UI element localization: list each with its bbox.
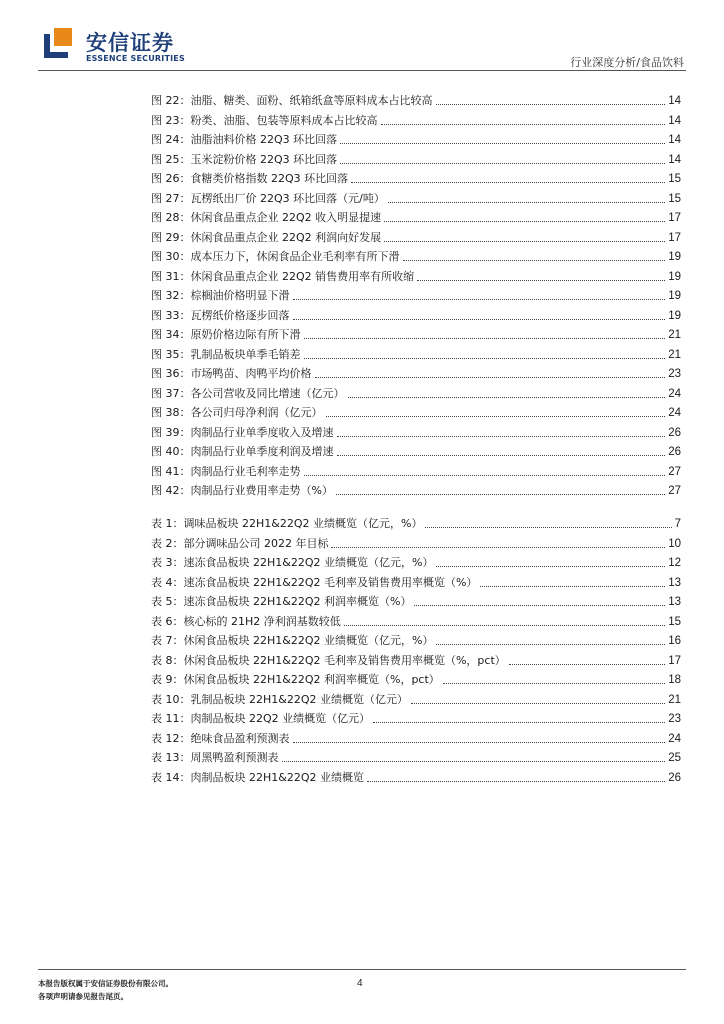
figure-entry[interactable]: [151, 363, 681, 381]
table-entry[interactable]: [151, 689, 681, 707]
table-entry-label: 表 9：休闲食品板块 22H1&22Q2 利润率概览（%，pct）: [151, 673, 440, 686]
table-entry-page: 23: [668, 713, 681, 725]
table-entry-label: 表 1：调味品板块 22H1&22Q2 业绩概览（亿元，%）: [151, 517, 423, 530]
figure-entry-page: 19: [668, 251, 681, 263]
table-entry-label: 表 2：部分调味品公司 2022 年目标: [151, 536, 329, 550]
table-entry-label: 表 5：速冻食品板块 22H1&22Q2 利润率概览（%）: [151, 595, 412, 608]
table-entry[interactable]: [151, 552, 681, 570]
dot-leader: [414, 605, 665, 606]
figure-entry[interactable]: [151, 324, 681, 342]
dot-leader: [344, 625, 665, 626]
table-entry-page: 7: [674, 518, 681, 530]
logo-english-name: ESSENCE SECURITIES: [86, 54, 185, 63]
figure-entry-label: 图 33：瓦楞纸价格逐步回落: [151, 308, 290, 322]
figure-entry-page: 26: [668, 446, 681, 458]
dot-leader: [425, 527, 671, 528]
table-entry[interactable]: [151, 767, 681, 785]
table-entry[interactable]: [151, 572, 681, 590]
figure-entry-label: 图 29：休闲食品重点企业 22Q2 利润向好发展: [151, 230, 382, 244]
figure-entry-page: 24: [668, 387, 681, 400]
figure-entry-page: 15: [668, 192, 681, 205]
table-entry-page: 16: [668, 635, 681, 647]
figure-entry-label: 图 40：肉制品行业单季度利润及增速: [151, 445, 334, 458]
figure-entry[interactable]: [151, 149, 681, 167]
figure-entry[interactable]: [151, 188, 681, 206]
table-entry-page: 25: [668, 752, 681, 764]
table-entry[interactable]: [151, 747, 681, 765]
dot-leader: [337, 436, 666, 437]
figure-entry[interactable]: [151, 441, 681, 459]
figure-entry-page: 27: [668, 485, 681, 497]
table-entry-label: 表 6：核心标的 21H2 净利润基数较低: [151, 614, 341, 628]
dot-leader: [384, 241, 665, 242]
figure-entry[interactable]: [151, 305, 681, 323]
figure-entry[interactable]: [151, 227, 681, 245]
table-entry[interactable]: [151, 708, 681, 726]
dot-leader: [304, 338, 666, 339]
figure-entry-page: 19: [668, 309, 681, 322]
table-entry-page: 24: [668, 732, 681, 745]
figure-entry[interactable]: [151, 383, 681, 401]
table-entry-label: 表 3：速冻食品板块 22H1&22Q2 业绩概览（亿元，%）: [151, 556, 434, 569]
table-entry-page: 12: [668, 557, 681, 569]
figure-entry-page: 14: [668, 114, 681, 127]
figure-entry-label: 图 35：乳制品板块单季毛销差: [151, 347, 301, 361]
table-entry-page: 21: [668, 693, 681, 706]
table-entry-page: 17: [668, 654, 681, 667]
figure-entry-label: 图 31：休闲食品重点企业 22Q2 销售费用率有所收缩: [151, 269, 415, 283]
dot-leader: [443, 683, 665, 684]
dot-leader: [326, 416, 666, 417]
dot-leader: [480, 586, 665, 587]
figure-entry-label: 图 39：肉制品行业单季度收入及增速: [151, 425, 334, 439]
table-entry-label: 表 4：速冻食品板块 22H1&22Q2 毛利率及销售费用率概览（%）: [151, 575, 478, 589]
footer-divider: [38, 969, 686, 970]
table-entry[interactable]: [151, 611, 681, 629]
table-entry[interactable]: [151, 669, 681, 687]
essence-logo-icon: [42, 26, 74, 60]
dot-leader: [403, 260, 666, 261]
figure-entry-page: 23: [668, 368, 681, 380]
figure-entry-page: 27: [668, 465, 681, 478]
dot-leader: [351, 182, 665, 183]
table-entry[interactable]: [151, 728, 681, 746]
figure-entry-label: 图 23：粉类、油脂、包装等原料成本占比较高: [151, 113, 378, 127]
table-entry-label: 表 14：肉制品板块 22H1&22Q2 业绩概览: [151, 770, 364, 784]
table-entry-label: 表 11：肉制品板块 22Q2 业绩概览（亿元）: [151, 712, 371, 725]
figure-entry[interactable]: [151, 90, 681, 108]
copyright-note: 本报告版权属于安信证券股份有限公司。: [38, 979, 173, 988]
table-entry-page: 13: [668, 576, 681, 589]
table-entry[interactable]: [151, 650, 681, 668]
figure-entry-page: 14: [668, 95, 681, 107]
figure-entry-page: 17: [668, 212, 681, 224]
figure-entry-label: 图 26：食糖类价格指数 22Q3 环比回落: [151, 172, 349, 185]
figure-entry-label: 图 34：原奶价格边际有所下滑: [151, 328, 301, 341]
dot-leader: [340, 143, 665, 144]
table-entry-label: 表 10：乳制品板块 22H1&22Q2 业绩概览（亿元）: [151, 692, 408, 706]
figure-entry-label: 图 22：油脂、糖类、面粉、纸箱纸盒等原料成本占比较高: [151, 94, 433, 107]
figure-entry[interactable]: [151, 344, 681, 362]
figure-entry-label: 图 25：玉米淀粉价格 22Q3 环比回落: [151, 152, 338, 166]
dot-leader: [293, 319, 666, 320]
table-entry[interactable]: [151, 533, 681, 551]
figure-entry[interactable]: [151, 246, 681, 264]
dot-leader: [293, 299, 666, 300]
dot-leader: [282, 761, 666, 762]
table-entry[interactable]: [151, 591, 681, 609]
dot-leader: [304, 358, 666, 359]
figure-entry-page: 21: [668, 348, 681, 361]
figure-entry[interactable]: [151, 168, 681, 186]
company-logo: [42, 26, 192, 66]
figure-entry-page: 26: [668, 426, 681, 439]
dot-leader: [388, 202, 665, 203]
dot-leader: [436, 104, 666, 105]
figure-entry[interactable]: [151, 285, 681, 303]
logo-chinese-name: 安信证券: [86, 31, 174, 55]
dot-leader: [304, 475, 666, 476]
dot-leader: [436, 644, 665, 645]
figure-entry-page: 19: [668, 270, 681, 283]
table-entry-page: 13: [668, 596, 681, 608]
figure-entry-label: 图 30：成本压力下，休闲食品企业毛利率有所下滑: [151, 250, 400, 263]
figure-entry-page: 17: [668, 231, 681, 244]
table-entry-page: 10: [668, 537, 681, 550]
dot-leader: [336, 494, 665, 495]
dot-leader: [315, 377, 666, 378]
table-entry[interactable]: [151, 630, 681, 648]
table-entry-page: 15: [668, 615, 681, 628]
figure-entry[interactable]: [151, 207, 681, 225]
dot-leader: [367, 781, 665, 782]
figure-entry-page: 19: [668, 290, 681, 302]
figure-entry-page: 14: [668, 153, 681, 166]
figure-entry[interactable]: [151, 480, 681, 498]
figure-entry-label: 图 27：瓦楞纸出厂价 22Q3 环比回落（元/吨）: [151, 191, 385, 205]
figure-entry[interactable]: [151, 266, 681, 284]
disclaimer-note: 各项声明请参见报告尾页。: [38, 992, 128, 1001]
figure-entry-label: 图 38：各公司归母净利润（亿元）: [151, 406, 323, 419]
figure-entry-label: 图 36：市场鸭苗、肉鸭平均价格: [151, 367, 312, 380]
figure-entry[interactable]: [151, 461, 681, 479]
table-entry-label: 表 7：休闲食品板块 22H1&22Q2 业绩概览（亿元，%）: [151, 634, 434, 647]
figure-entry-label: 图 37：各公司营收及同比增速（亿元）: [151, 386, 345, 400]
table-entry-label: 表 8：休闲食品板块 22H1&22Q2 毛利率及销售费用率概览（%，pct）: [151, 653, 506, 667]
figure-entry-page: 15: [668, 173, 681, 185]
table-entry-label: 表 13：周黑鸭盈利预测表: [151, 751, 279, 764]
dot-leader: [293, 742, 666, 743]
dot-leader: [436, 566, 665, 567]
figure-entry[interactable]: [151, 110, 681, 128]
figure-entry-page: 24: [668, 407, 681, 419]
table-entry[interactable]: [151, 513, 681, 531]
figure-entry-label: 图 32：棕榈油价格明显下滑: [151, 289, 290, 302]
dot-leader: [384, 221, 665, 222]
dot-leader: [381, 124, 666, 125]
report-section-label: 行业深度分析/食品饮料: [570, 56, 684, 69]
figure-entry[interactable]: [151, 422, 681, 440]
figure-entry-label: 图 41：肉制品行业毛利率走势: [151, 464, 301, 478]
figure-entry[interactable]: [151, 129, 681, 147]
figure-entry-label: 图 42：肉制品行业费用率走势（%）: [151, 484, 333, 497]
page-number: 4: [357, 978, 363, 989]
dot-leader: [417, 280, 665, 281]
figure-entry-page: 21: [668, 329, 681, 341]
figure-entry-label: 图 28：休闲食品重点企业 22Q2 收入明显提速: [151, 211, 382, 224]
dot-leader: [509, 664, 665, 665]
dot-leader: [373, 722, 665, 723]
table-entry-page: 18: [668, 674, 681, 686]
figure-entry[interactable]: [151, 402, 681, 420]
dot-leader: [411, 703, 665, 704]
table-entry-label: 表 12：绝味食品盈利预测表: [151, 731, 290, 745]
figure-entry-label: 图 24：油脂油料价格 22Q3 环比回落: [151, 133, 338, 146]
dot-leader: [331, 547, 665, 548]
dot-leader: [348, 397, 666, 398]
dot-leader: [340, 163, 665, 164]
header-divider: [38, 70, 686, 71]
dot-leader: [337, 455, 666, 456]
table-entry-page: 26: [668, 771, 681, 784]
figure-entry-page: 14: [668, 134, 681, 146]
